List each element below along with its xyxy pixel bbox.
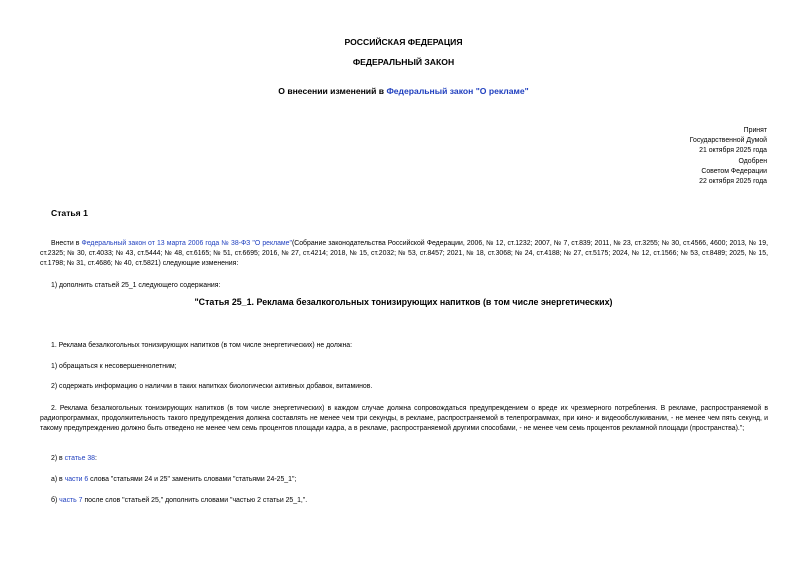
paragraph-1: 1. Реклама безалкогольных тонизирующих напитков (в том числе энергетических) не должна: bbox=[51, 342, 353, 349]
item-2a-prefix: а) в bbox=[51, 476, 65, 483]
doc-type-heading: ФЕДЕРАЛЬНЫЙ ЗАКОН bbox=[352, 57, 455, 67]
intro-rest: (Собрание законодательства Российской Федерации, 2006, № 12, ст.1232; 2007, № 7, ст.839; 2011, № 23, ст.3255; № 30, ст.4566, 4600; 2013, № 19, ст.2325; № 30, ст.4033; № 43, ст.5444; № 48, ст.6165; № 51, ст.6695; 2016, № 27, ст.4214; 2018, № 15, ст.2032; № 53, ст.8457; 2021, № 18, ст.3068; № 24, ст.4188; № 27, ст.5175; 2024, № 12, ст.1566; № 53, ст.8489; 2025, № 15, ст.1798; № 31, ст.4686; № 40, ст.5821) следующие изменения: bbox=[40, 240, 768, 268]
adoption-line: 21 октября 2025 года bbox=[699, 147, 767, 155]
item-2b-prefix: б) bbox=[51, 497, 60, 504]
item-1: 1) дополнить статьей 25_1 следующего содержания: bbox=[51, 282, 221, 289]
intro-law-link[interactable]: Федеральный закон от 13 марта 2006 года № 38-ФЗ "О рекламе" bbox=[81, 240, 292, 247]
item-2b bbox=[40, 496, 768, 506]
paragraph-1-item-1: 1) обращаться к несовершеннолетним; bbox=[51, 363, 177, 370]
law-title bbox=[0, 87, 807, 97]
intro-paragraph bbox=[40, 239, 768, 270]
item-2-prefix: 2) в bbox=[51, 455, 65, 462]
item-2a-rest: слова "статьями 24 и 25" заменить словами "статьями 24-25_1"; bbox=[88, 476, 297, 483]
country-heading: РОССИЙСКАЯ ФЕДЕРАЦИЯ bbox=[344, 37, 463, 47]
paragraph-1-item-2: 2) содержать информацию о наличии в таких напитках биологически активных добавок, витаминов. bbox=[51, 383, 373, 390]
article-38-link[interactable]: статье 38 bbox=[64, 455, 95, 462]
intro-prefix: Внести в bbox=[51, 240, 82, 247]
adoption-block bbox=[600, 126, 767, 187]
paragraph-2: 2. Реклама безалкогольных тонизирующих напитков (в том числе энергетических) в каждом случае должна сопровождаться предупреждением о вреде их чрезмерного потребления. В рекламе, распространяемой в радиопрограммах, продолжительность такого предупреждения должна составлять не менее чем три секунды, в рекламе, распространяемой в телепрограммах, при кино- и видеообслуживании, - не менее чем пять секунд, и такому предупреждению должно быть отведено не менее чем семь процентов площади кадра, а в рекламе, распространяемой другими способами, - не менее чем семь процентов рекламной площади (пространства)."; bbox=[40, 405, 768, 433]
article-heading: Статья 1 bbox=[51, 208, 88, 218]
adoption-line: Одобрен bbox=[738, 157, 767, 165]
part-6-link[interactable]: части 6 bbox=[64, 476, 89, 483]
new-article-title: "Статья 25_1. Реклама безалкогольных тонизирующих напитков (в том числе энергетических) bbox=[194, 297, 613, 307]
item-2a bbox=[40, 475, 768, 485]
item-2-suffix: : bbox=[95, 455, 97, 462]
adoption-line: 22 октября 2025 года bbox=[699, 178, 767, 186]
adoption-line: Государственной Думой bbox=[689, 137, 767, 145]
adoption-line: Советом Федерации bbox=[701, 167, 767, 175]
item-2b-rest: после слов "статьей 25," дополнить словами "частью 2 статьи 25_1,". bbox=[82, 497, 308, 504]
item-2 bbox=[40, 454, 768, 464]
adoption-line: Принят bbox=[743, 127, 767, 134]
law-title-link[interactable]: Федеральный закон "О рекламе" bbox=[386, 86, 529, 96]
law-title-prefix: О внесении изменений в bbox=[278, 86, 387, 96]
part-7-link[interactable]: часть 7 bbox=[59, 497, 83, 504]
